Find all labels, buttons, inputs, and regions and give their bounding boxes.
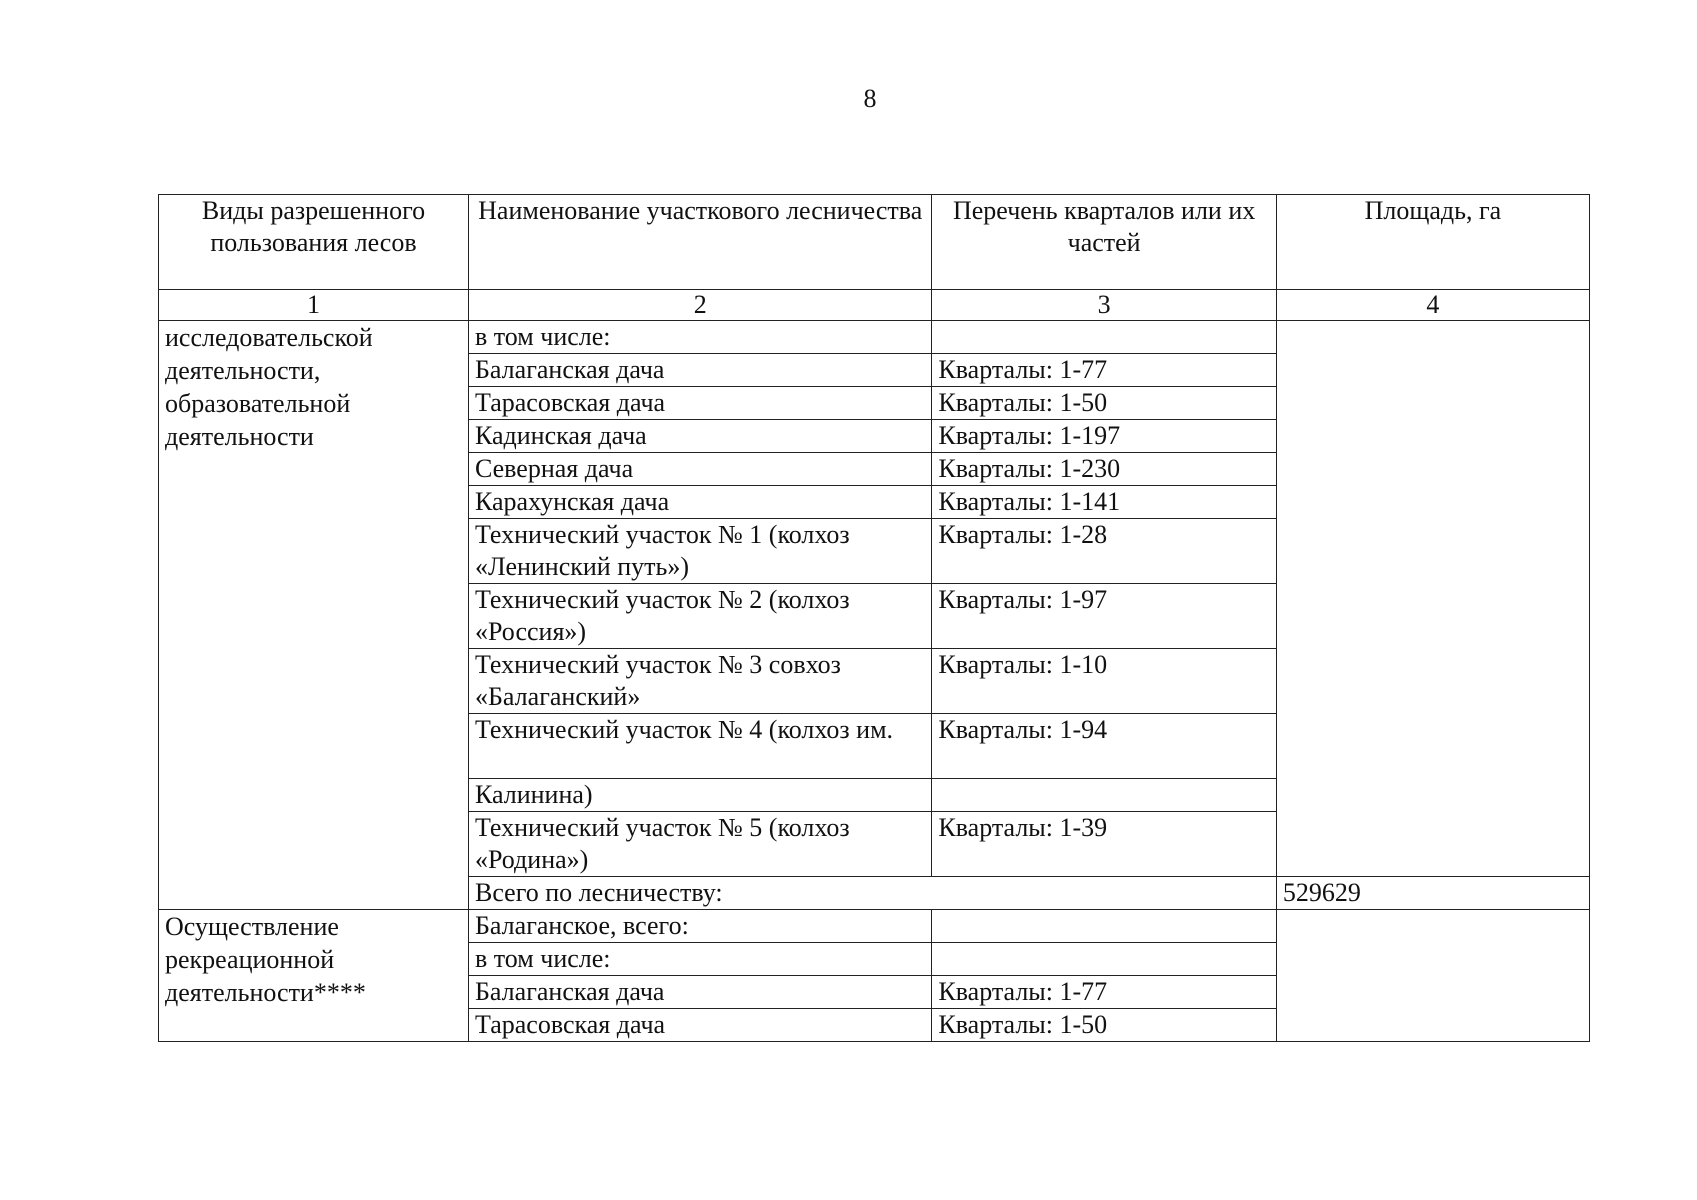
column-number-row (159, 290, 1590, 321)
quarters-cell (932, 321, 1276, 354)
table-row (159, 321, 1590, 354)
quarters-cell: Кварталы: 1-197 (932, 420, 1276, 453)
column-number: 4 (1276, 290, 1589, 321)
forestry-name-cell: Калинина) (468, 779, 931, 812)
quarters-cell: Кварталы: 1-10 (932, 649, 1276, 714)
header-quarters-list: Перечень кварталов или их частей (932, 195, 1276, 290)
area-cell (1276, 321, 1589, 877)
quarters-cell: Кварталы: 1-94 (932, 714, 1276, 779)
total-label: Всего по лесничеству: (468, 877, 1276, 910)
forestry-name-cell: Кадинская дача (468, 420, 931, 453)
quarters-cell: Кварталы: 1-230 (932, 453, 1276, 486)
column-number: 1 (159, 290, 469, 321)
total-value: 529629 (1276, 877, 1589, 910)
forestry-name-cell: Карахунская дача (468, 486, 931, 519)
usage-category: Осуществление рекреационной деятельности**** (159, 910, 469, 1042)
quarters-cell: Кварталы: 1-28 (932, 519, 1276, 584)
quarters-cell: Кварталы: 1-141 (932, 486, 1276, 519)
forestry-name-cell: Технический участок № 2 (колхоз «Россия») (468, 584, 931, 649)
forestry-name-cell: Балаганская дача (468, 976, 931, 1009)
forestry-name-cell: Технический участок № 5 (колхоз «Родина») (468, 812, 931, 877)
forest-use-table (158, 194, 1590, 1042)
usage-category: исследовательской деятельности, образовательной деятельности (159, 321, 469, 910)
forestry-name-cell: Технический участок № 1 (колхоз «Ленинский путь») (468, 519, 931, 584)
quarters-cell (932, 943, 1276, 976)
quarters-cell: Кварталы: 1-77 (932, 354, 1276, 387)
forestry-name-cell: Северная дача (468, 453, 931, 486)
forestry-name-cell: в том числе: (468, 321, 931, 354)
area-cell (1276, 910, 1589, 1042)
table-row (159, 910, 1590, 943)
forestry-name-cell: Тарасовская дача (468, 387, 931, 420)
forestry-name-cell: Тарасовская дача (468, 1009, 931, 1042)
quarters-cell: Кварталы: 1-50 (932, 387, 1276, 420)
quarters-cell: Кварталы: 1-77 (932, 976, 1276, 1009)
header-area: Площадь, га (1276, 195, 1589, 290)
header-row (159, 195, 1590, 290)
quarters-cell: Кварталы: 1-97 (932, 584, 1276, 649)
quarters-cell: Кварталы: 1-39 (932, 812, 1276, 877)
header-usage-type: Виды разрешенного пользования лесов (159, 195, 469, 290)
column-number: 2 (468, 290, 931, 321)
page-number: 8 (863, 84, 877, 113)
forestry-name-cell: Технический участок № 4 (колхоз им. (468, 714, 931, 779)
forestry-name-cell: Технический участок № 3 совхоз «Балаганский» (468, 649, 931, 714)
forestry-name-cell: Балаганское, всего: (468, 910, 931, 943)
column-number: 3 (932, 290, 1276, 321)
forestry-name-cell: Балаганская дача (468, 354, 931, 387)
header-forestry-name: Наименование участкового лесничества (468, 195, 931, 290)
forestry-name-cell: в том числе: (468, 943, 931, 976)
quarters-cell (932, 910, 1276, 943)
quarters-cell: Кварталы: 1-50 (932, 1009, 1276, 1042)
quarters-cell (932, 779, 1276, 812)
